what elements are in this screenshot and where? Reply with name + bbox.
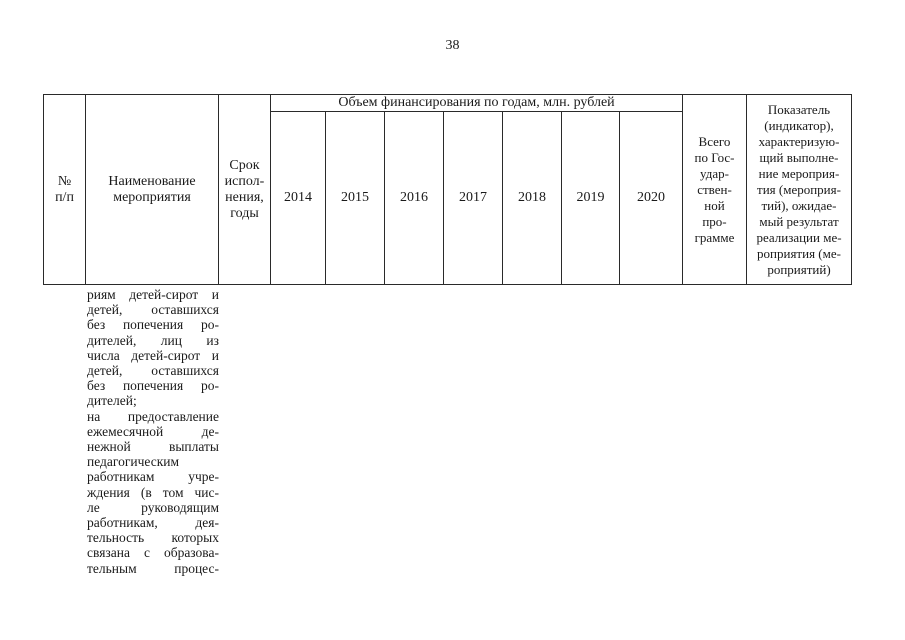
text-line: детей, оставшихся xyxy=(87,363,219,379)
text-line: тельность которых xyxy=(87,530,219,546)
text-line: нежной выплаты xyxy=(87,439,219,455)
header-indicator-line: тия (мероприя- xyxy=(757,181,841,197)
header-name xyxy=(86,95,219,285)
financing-table xyxy=(43,94,852,285)
header-year-2020: 2020 xyxy=(620,112,683,285)
header-financing-group: Объем финансирования по годам, млн. рублей xyxy=(271,95,683,112)
activity-description-continuation xyxy=(87,287,219,576)
text-line: детей, оставшихся xyxy=(87,302,219,318)
page-number: 38 xyxy=(445,38,460,53)
header-total-line: Всего xyxy=(698,133,731,149)
header-num xyxy=(44,95,86,285)
header-num-line: п/п xyxy=(55,189,74,205)
text-line: ждения (в том чис- xyxy=(87,484,219,500)
header-total-line: по Гос- xyxy=(694,149,735,165)
text-line: без попечения ро- xyxy=(87,378,219,394)
header-term-line: Срок xyxy=(229,157,260,173)
text-line: риям детей-сирот и xyxy=(87,287,219,302)
text-line: педагогическим xyxy=(87,454,180,470)
text-line: тельным процес- xyxy=(87,560,219,576)
text-line: ле руководящим xyxy=(87,499,219,515)
text-line: связана с образова- xyxy=(87,545,219,561)
header-indicator-line: мый результат xyxy=(759,213,839,229)
header-year-2015: 2015 xyxy=(326,112,385,285)
header-indicator xyxy=(747,95,852,285)
header-term-line: испол- xyxy=(224,173,265,189)
text-line: работникам учре- xyxy=(87,469,219,485)
text-line: числа детей-сирот и xyxy=(87,347,219,363)
header-total-line: ствен- xyxy=(697,181,732,197)
header-year-2014: 2014 xyxy=(271,112,326,285)
header-total xyxy=(683,95,747,285)
header-year-2016: 2016 xyxy=(385,112,444,285)
header-total-line: ной xyxy=(704,197,725,213)
header-indicator-line: (индикатор), xyxy=(764,117,834,133)
header-indicator-line: роприятия (ме- xyxy=(757,245,841,261)
header-year-2017: 2017 xyxy=(444,112,503,285)
header-indicator-line: щий выполне- xyxy=(759,149,839,165)
header-num-line: № xyxy=(57,173,72,189)
header-year-2019: 2019 xyxy=(562,112,620,285)
header-indicator-line: реализации ме- xyxy=(756,229,842,245)
text-line: работникам, дея- xyxy=(87,515,219,531)
header-name-line: Наименование xyxy=(108,173,196,189)
header-indicator-line: характеризую- xyxy=(758,133,840,149)
text-line: дителей; xyxy=(87,393,137,409)
header-indicator-line: ние мероприя- xyxy=(758,165,840,181)
header-term xyxy=(219,95,271,285)
header-indicator-line: роприятий) xyxy=(767,261,831,277)
text-line: ежемесячной де- xyxy=(87,423,219,439)
text-line: дителей, лиц из xyxy=(87,332,219,348)
header-indicator-line: тий), ожидае- xyxy=(761,197,837,213)
header-name-line: мероприятия xyxy=(113,189,191,205)
header-indicator-line: Показатель xyxy=(767,101,831,117)
header-total-line: про- xyxy=(702,213,727,229)
text-line: без попечения ро- xyxy=(87,317,219,333)
header-total-line: грамме xyxy=(694,229,735,245)
header-term-line: годы xyxy=(230,205,259,221)
header-term-line: нения, xyxy=(225,189,264,205)
header-year-2018: 2018 xyxy=(503,112,562,285)
header-total-line: удар- xyxy=(700,165,729,181)
text-line: на предоставление xyxy=(87,408,219,424)
